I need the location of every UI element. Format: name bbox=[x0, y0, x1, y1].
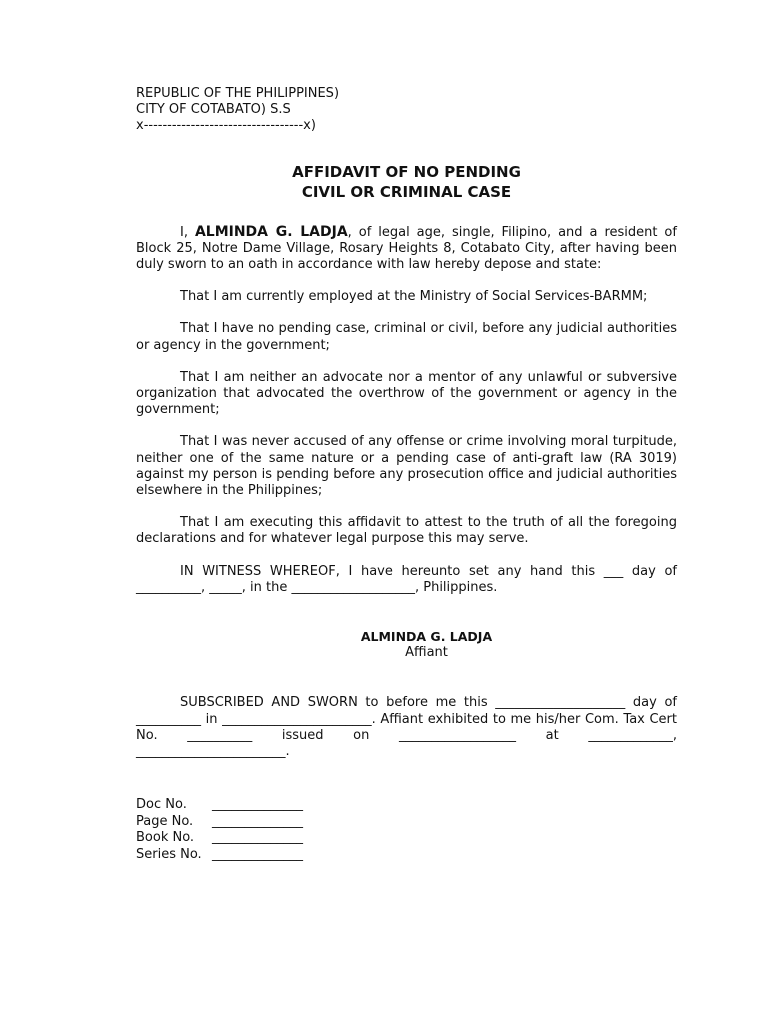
signature-role: Affiant bbox=[405, 645, 448, 661]
registry-blank: ______________ bbox=[212, 797, 303, 813]
registry-label: Doc No. bbox=[136, 797, 187, 813]
header-city: CITY OF COTABATO) S.S bbox=[136, 102, 291, 118]
registry-series-no bbox=[136, 847, 677, 864]
registry-blank: ______________ bbox=[212, 813, 303, 829]
statement-no-unlawful-org: That I am neither an advocate nor a mentor of any unlawful or subversive organization that advocated the overthrow of the government or agency in the government; bbox=[136, 369, 677, 418]
affiant-name-inline: ALMINDA G. LADJA bbox=[194, 223, 348, 240]
registry-blank: ______________ bbox=[212, 830, 303, 846]
title-line-1: AFFIDAVIT OF NO PENDING bbox=[292, 162, 521, 181]
registry-doc-no bbox=[136, 797, 677, 814]
registry-label: Book No. bbox=[136, 830, 195, 846]
registry-label: Series No. bbox=[136, 846, 202, 862]
statement-purpose: That I am executing this affidavit to attest to the truth of all the foregoing declarations and for whatever legal purpose this may serve. bbox=[136, 515, 677, 547]
notarial-registry bbox=[136, 797, 677, 863]
registry-book-no bbox=[136, 830, 677, 847]
jurisdiction-header bbox=[136, 86, 677, 135]
witness-paragraph: IN WITNESS WHEREOF, I have hereunto set any hand this ___ day of __________, _____, in the ___________________, Philippines. bbox=[136, 563, 677, 595]
registry-blank: ______________ bbox=[212, 846, 303, 862]
intro-paragraph bbox=[136, 224, 677, 274]
statement-employment: That I am currently employed at the Ministry of Social Services-BARMM; bbox=[180, 289, 648, 305]
intro-pre: I, bbox=[180, 224, 195, 240]
statement-no-pending-case: That I have no pending case, criminal or civil, before any judicial authorities or agency in the government; bbox=[136, 321, 677, 353]
header-republic: REPUBLIC OF THE PHILIPPINES) bbox=[136, 86, 340, 101]
document-title bbox=[136, 162, 677, 202]
notary-paragraph: SUBSCRIBED AND SWORN to before me this ____________________ day of __________ in _______________________. Affiant exhibited to me his/her Com. Tax Cert No. __________ issued on __________________ at _____________, _______________________. bbox=[136, 695, 677, 760]
document-body bbox=[136, 86, 677, 863]
intro-post: , of legal age, single, Filipino, and a resident of Block 25, Notre Dame Village, Rosary Heights 8, Cotabato City, after having been duly sworn to an oath in accordance with law hereby depose and state: bbox=[136, 224, 677, 273]
signature-name: ALMINDA G. LADJA bbox=[360, 629, 493, 645]
title-line-2: CIVIL OR CRIMINAL CASE bbox=[301, 182, 512, 201]
registry-label: Page No. bbox=[136, 813, 194, 829]
signature-block bbox=[176, 629, 677, 661]
header-separator: x----------------------------------x) bbox=[136, 118, 316, 134]
statement-never-accused: That I was never accused of any offense or crime involving moral turpitude, neither one of the same nature or a pending case of anti-graft law (RA 3019) against my person is pending before any prosecution office and judicial authorities elsewhere in the Philippines; bbox=[136, 434, 677, 499]
registry-page-no bbox=[136, 814, 677, 831]
